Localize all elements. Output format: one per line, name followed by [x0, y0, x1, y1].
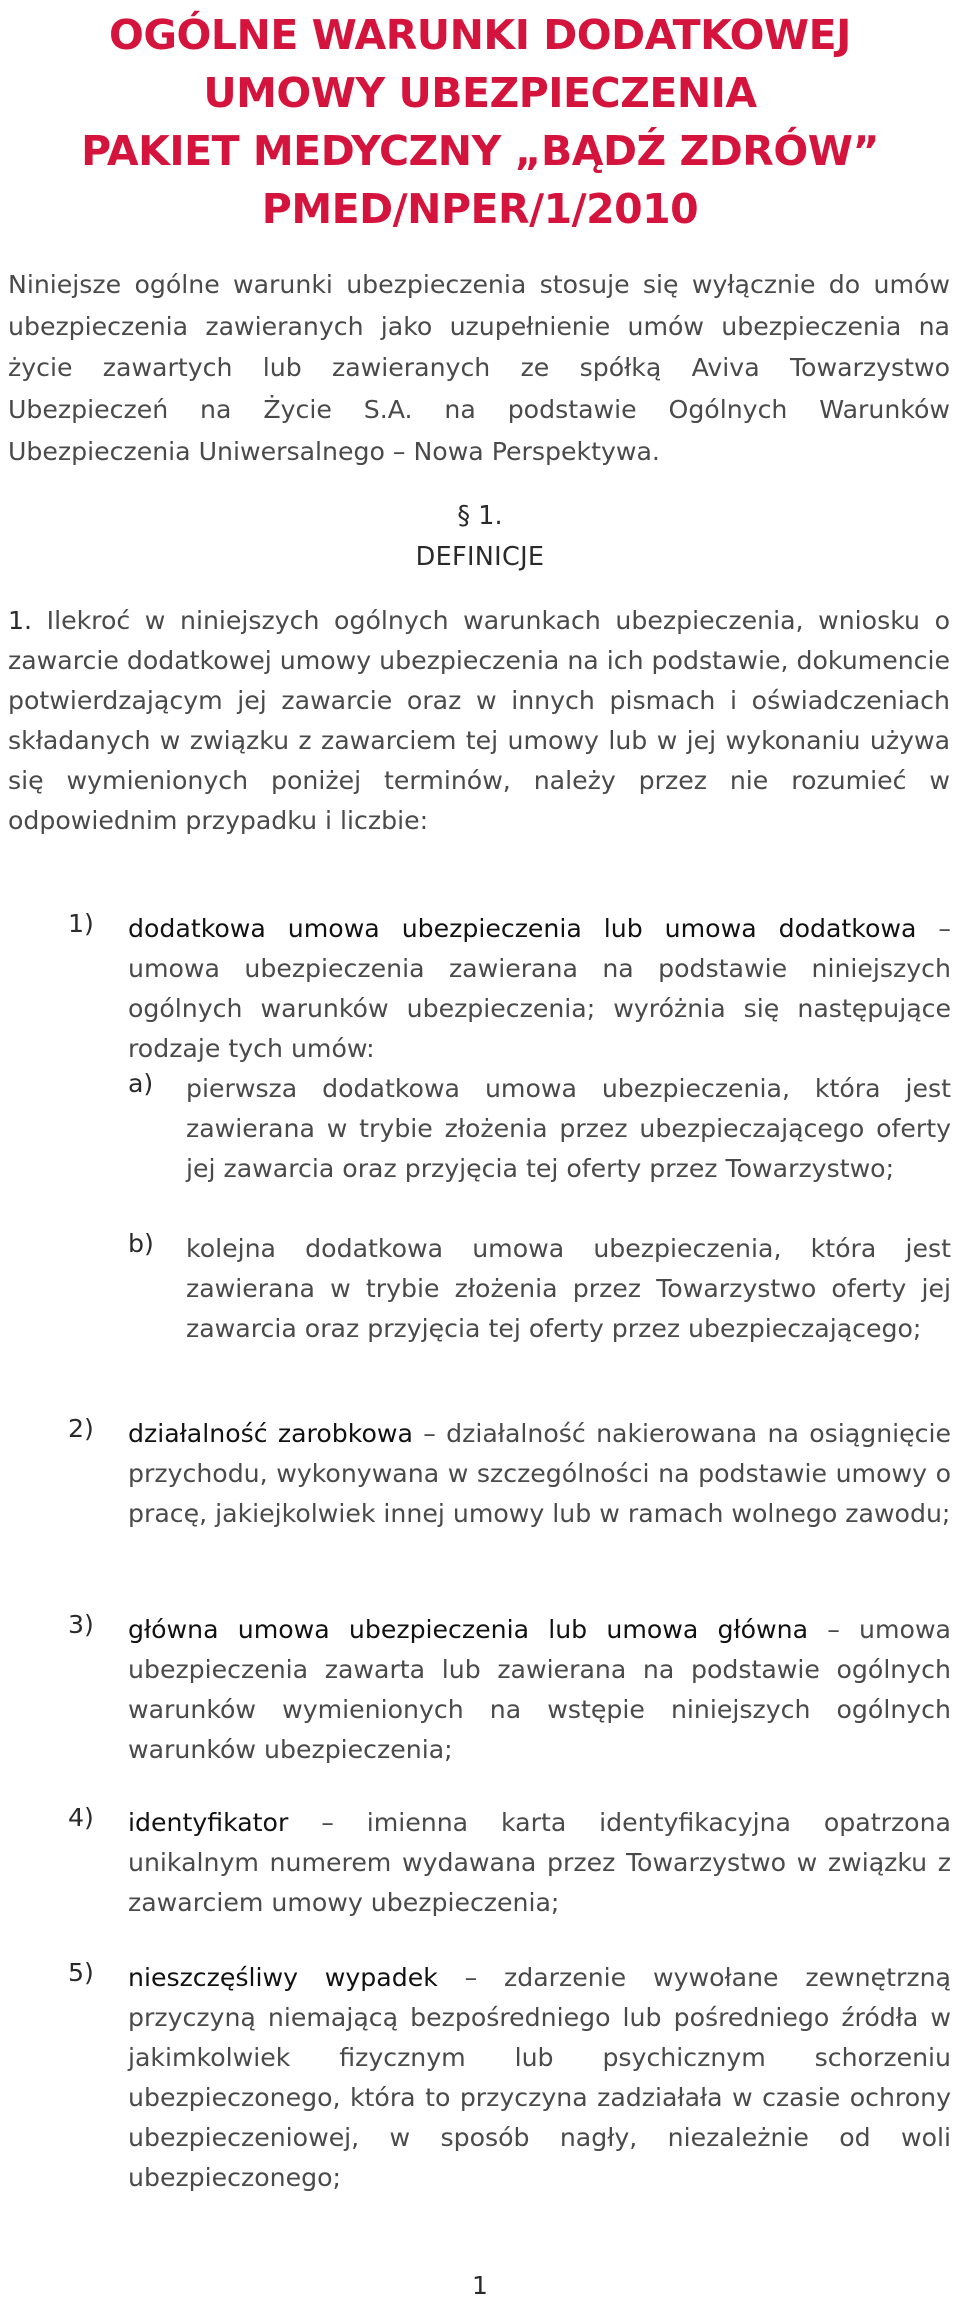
title-line-3: PAKIET MEDYCZNY „BĄDŹ ZDRÓW”: [81, 127, 879, 175]
subitem-b-text: kolejna dodatkowa umowa ubezpieczenia, która jest zawierana w trybie złożenia przez Towarzystwo oferty jej zawarcia oraz przyjęcia tej oferty przez ubezpieczającego;: [186, 1234, 951, 1343]
subitem-a-text: pierwsza dodatkowa umowa ubezpieczenia, która jest zawierana w trybie złożenia przez ubezpieczającego oferty jej zawarcia oraz przyjęcia tej oferty przez Towarzystwo;: [186, 1074, 951, 1183]
definition-4-number: 4): [68, 1803, 94, 1832]
title-line-4: PMED/NPER/1/2010: [261, 185, 699, 233]
page-number: 1: [472, 2271, 488, 2300]
definition-1-body: [128, 909, 951, 1069]
definition-5-text: – zdarzenie wywołane zewnętrzną przyczyną niemającą bezpośredniego lub pośredniego źródła w jakimkolwiek fizycznym lub psychicznym schorzeniu ubezpieczonego, która to przyczyna zadziałała w czasie ochrony ubezpieczeniowej, w sposób nagły, niezależnie od woli ubezpieczonego;: [128, 1963, 951, 2192]
intro-paragraph: Niniejsze ogólne warunki ubezpieczenia stosuje się wyłącznie do umów ubezpieczenia zawieranych jako uzupełnienie umów ubezpieczenia na życie zawartych lub zawieranych ze spółką Aviva Towarzystwo Ubezpieczeń na Życie S.A. na podstawie Ogólnych Warunków Ubezpieczenia Uniwersalnego – Nowa Perspektywa.: [8, 270, 950, 466]
paragraph-1: [8, 601, 950, 840]
section-number: § 1.: [457, 501, 503, 531]
definition-4-term: identyfikator: [128, 1808, 289, 1837]
subitem-b-letter: b): [128, 1229, 154, 1258]
paragraph-1-number: 1.: [8, 606, 33, 635]
definition-4-body: [128, 1803, 951, 1923]
title-line-1: OGÓLNE WARUNKI DODATKOWEJ: [109, 11, 851, 59]
definition-2-body: [128, 1414, 951, 1534]
subitem-a-letter: a): [128, 1069, 154, 1098]
definition-3-body: [128, 1610, 951, 1770]
definition-2-text: – działalność nakierowana na osiągnięcie przychodu, wykonywana w szczególności na podstawie umowy o pracę, jakiejkolwiek innej umowy lub w ramach wolnego zawodu;: [128, 1419, 951, 1528]
definition-3-number: 3): [68, 1610, 94, 1639]
definition-1-text: – umowa ubezpieczenia zawierana na podstawie niniejszych ogólnych warunków ubezpieczenia; wyróżnia się następujące rodzaje tych umów:: [128, 914, 951, 1063]
title-line-2: UMOWY UBEZPIECZENIA: [203, 69, 757, 117]
section-title: DEFINICJE: [415, 542, 545, 572]
definition-1-number: 1): [68, 909, 94, 938]
paragraph-1-text: Ilekroć w niniejszych ogólnych warunkach ubezpieczenia, wniosku o zawarcie dodatkowej umowy ubezpieczenia na ich podstawie, dokumencie potwierdzającym jej zawarcie oraz w innych pismach i oświadczeniach składanych w związku z zawarciem tej umowy lub w jej wykonaniu używa się wymienionych poniżej terminów, należy przez nie rozumieć w odpowiednim przypadku i liczbie:: [8, 606, 950, 835]
definition-5-body: [128, 1958, 951, 2198]
definition-2-number: 2): [68, 1414, 94, 1443]
definition-5-number: 5): [68, 1958, 94, 1987]
definition-3-text: – umowa ubezpieczenia zawarta lub zawierana na podstawie ogólnych warunków wymienionych na wstępie niniejszych ogólnych warunków ubezpieczenia;: [128, 1615, 951, 1764]
definition-3-term: główna umowa ubezpieczenia lub umowa główna: [128, 1615, 809, 1644]
definition-2-term: działalność zarobkowa: [128, 1419, 413, 1448]
definition-5-term: nieszczęśliwy wypadek: [128, 1963, 438, 1992]
definition-4-text: – imienna karta identyfikacyjna opatrzona unikalnym numerem wydawana przez Towarzystwo w związku z zawarciem umowy ubezpieczenia;: [128, 1808, 951, 1917]
document-title: [0, 6, 960, 238]
definition-1-term: dodatkowa umowa ubezpieczenia lub umowa dodatkowa: [128, 914, 917, 943]
